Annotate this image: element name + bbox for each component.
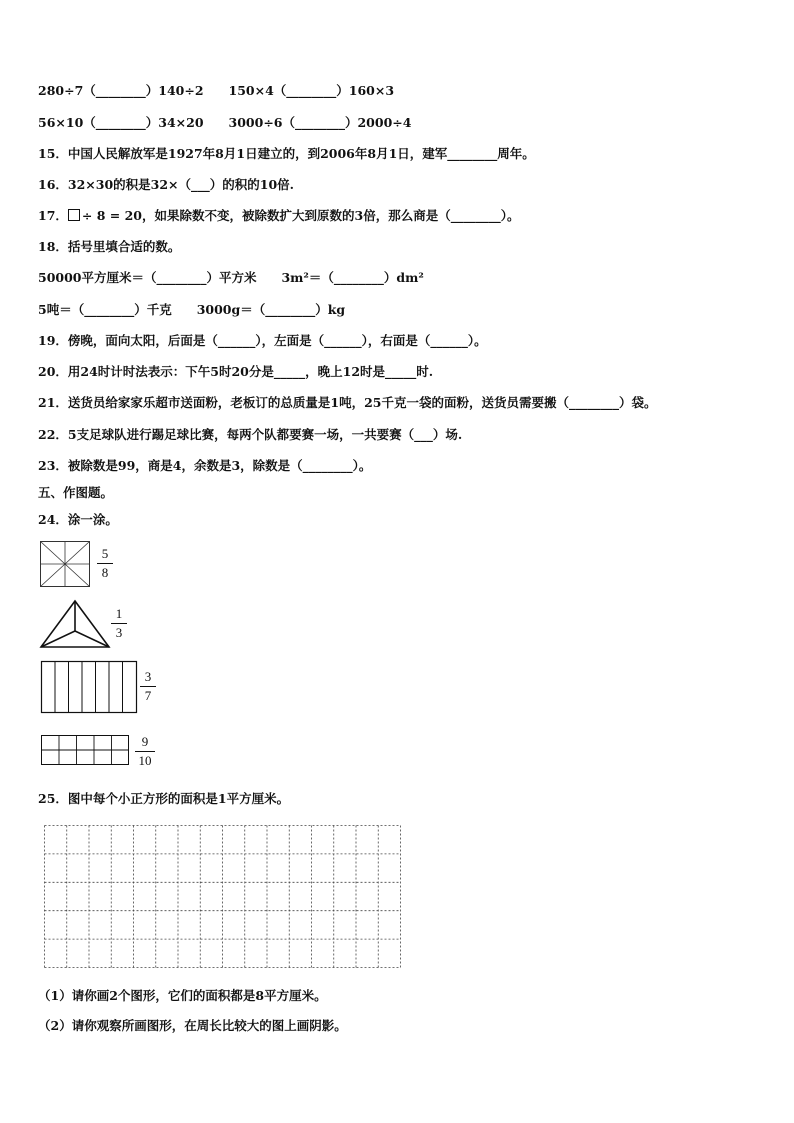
- fraction-numerator: 1: [115, 606, 123, 621]
- question-25: 25．图中每个小正方形的面积是1平方厘米。: [38, 791, 290, 806]
- square-eighths-figure: [40, 541, 90, 587]
- fraction-5-8: [97, 546, 113, 581]
- fraction-9-10: [135, 734, 155, 769]
- expr-row-2: 56×10（________）34×20 3000÷6（________）2000÷4: [38, 115, 412, 130]
- square-blank-icon: [68, 209, 80, 221]
- fraction-3-7: [140, 669, 156, 704]
- question-17-text: ÷ 8 = 20，如果除数不变，被除数扩大到原数的3倍，那么商是（________）。: [81, 208, 520, 223]
- question-18-row-a: 50000平方厘米＝（________）平方米 3m²＝（________）dm²: [38, 270, 424, 285]
- question-15: 15．中国人民解放军是1927年8月1日建立的，到2006年8月1日，建军________周年。: [38, 146, 535, 161]
- fraction-1-3: [111, 606, 127, 641]
- question-21: 21．送货员给家家乐超市送面粉，老板订的总质量是1吨，25千克一袋的面粉，送货员需要搬（________）袋。: [38, 395, 657, 410]
- question-22: 22．5支足球队进行踢足球比赛，每两个队都要赛一场，一共要赛（___）场.: [38, 427, 463, 442]
- question-16: 16．32×30的积是32×（___）的积的10倍.: [38, 177, 295, 192]
- fraction-numerator: 9: [141, 734, 149, 749]
- rectangle-tenths-figure: [41, 735, 129, 765]
- section-5-title: 五、作图题。: [38, 485, 114, 500]
- question-25-part-2: （2）请你观察所画图形，在周长比较大的图上画阴影。: [38, 1018, 347, 1033]
- rectangle-sevenths-figure: [41, 661, 137, 713]
- fraction-denominator: 10: [138, 753, 152, 768]
- fraction-denominator: 8: [101, 565, 109, 580]
- question-23: 23．被除数是99，商是4，余数是3，除数是（________）。: [38, 458, 372, 473]
- question-19: 19．傍晚，面向太阳，后面是（______），左面是（______），右面是（______）。: [38, 333, 487, 348]
- question-25-part-1: （1）请你画2个图形，它们的面积都是8平方厘米。: [38, 988, 327, 1003]
- fraction-denominator: 7: [144, 688, 152, 703]
- question-18-row-b: 5吨＝（________）千克 3000g＝（________）kg: [38, 302, 346, 317]
- fraction-numerator: 5: [101, 546, 109, 561]
- fraction-denominator: 3: [115, 625, 123, 640]
- expr-row-1: 280÷7（________）140÷2 150×4（________）160×3: [38, 83, 395, 98]
- dotted-square-grid: [44, 825, 401, 968]
- question-18: 18．括号里填合适的数。: [38, 239, 181, 254]
- triangle-thirds-figure: [40, 600, 110, 648]
- question-20: 20．用24时计时法表示：下午5时20分是_____，晚上12时是_____时.: [38, 364, 434, 379]
- fraction-numerator: 3: [144, 669, 152, 684]
- question-17: [38, 207, 519, 225]
- question-17-number: 17．: [38, 208, 68, 223]
- question-24: 24．涂一涂。: [38, 512, 118, 527]
